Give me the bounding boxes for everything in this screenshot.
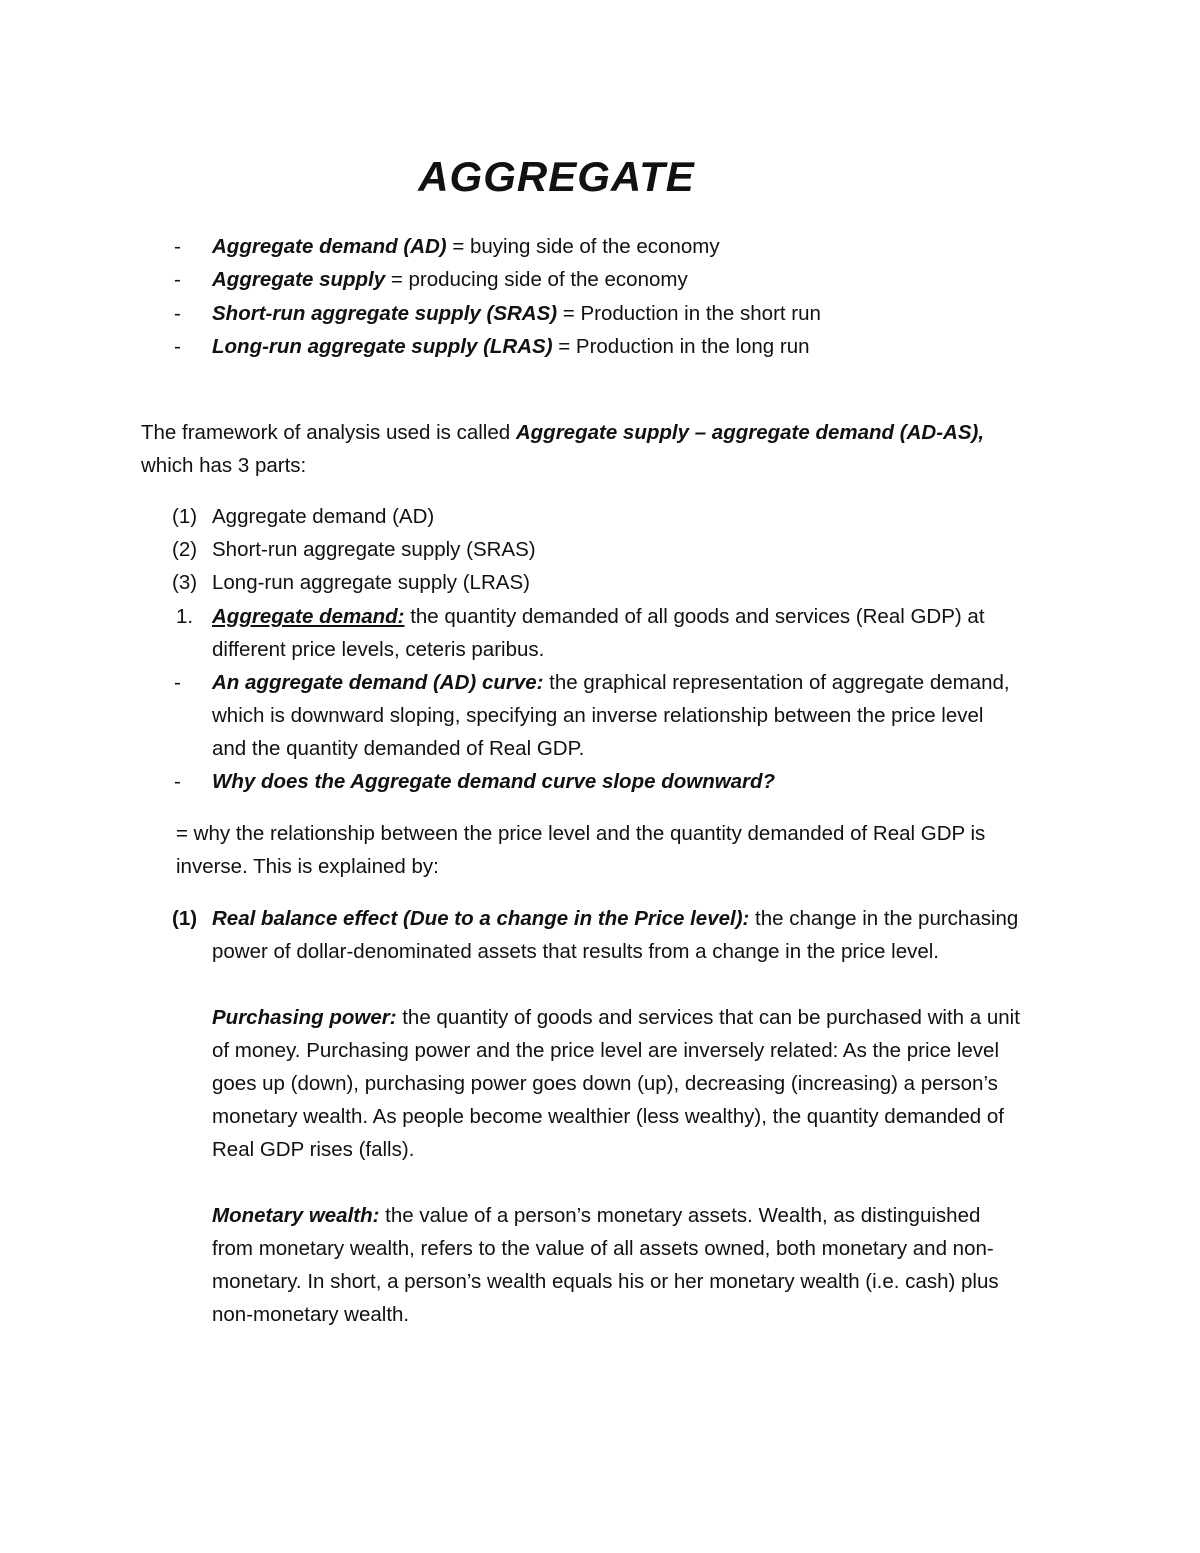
section-marker: 1.: [176, 605, 194, 628]
definition-text: = Production in the short run: [557, 302, 821, 325]
monetary-wealth-line-4: non-monetary wealth.: [212, 1303, 410, 1326]
definition-item: [212, 230, 720, 263]
definition-text: = Production in the long run: [552, 335, 810, 358]
purchasing-power-line-3: goes up (down), purchasing power goes down (up), decreasing (increasing) a person’s: [212, 1072, 998, 1095]
effect-line-2: power of dollar-denominated assets that results from a change in the price level.: [212, 940, 939, 963]
answer-line: = why the relationship between the price level and the quantity demanded of Real GDP is: [176, 822, 986, 845]
effect-text: the change in the purchasing: [749, 907, 1019, 930]
purchasing-power-text: the quantity of goods and services that can be purchased with a unit: [396, 1006, 1020, 1029]
purchasing-power-line-4: monetary wealth. As people become wealthier (less wealthy), the quantity demanded of: [212, 1105, 1004, 1128]
definition-item: [212, 297, 821, 330]
part-marker: (1): [172, 505, 198, 528]
why-question: Why does the Aggregate demand curve slope downward?: [212, 770, 776, 793]
section-term: Aggregate demand:: [212, 605, 405, 628]
part-marker: (2): [172, 538, 198, 561]
framework-prefix: The framework of analysis used is called: [141, 421, 516, 444]
ad-curve-line: [212, 666, 1010, 699]
definition-text: = buying side of the economy: [446, 235, 720, 258]
part-item: Aggregate demand (AD): [212, 505, 435, 528]
section-line: [212, 600, 985, 633]
part-item: Long-run aggregate supply (LRAS): [212, 571, 530, 594]
purchasing-power-term: Purchasing power:: [212, 1006, 397, 1029]
bullet-dash: -: [174, 770, 181, 793]
bullet-dash: -: [174, 235, 181, 258]
purchasing-power-line: [212, 1001, 1020, 1034]
monetary-wealth-text: the value of a person’s monetary assets. Wealth, as distinguished: [379, 1204, 981, 1227]
definition-text: = producing side of the economy: [385, 268, 688, 291]
effect-line: [212, 902, 1018, 935]
definition-term: Aggregate supply: [212, 268, 386, 291]
purchasing-power-line-2: of money. Purchasing power and the price level are inversely related: As the price level: [212, 1039, 1000, 1062]
ad-curve-line-2: which is downward sloping, specifying an inverse relationship between the price level: [212, 704, 984, 727]
ad-curve-text: the graphical representation of aggregate demand,: [543, 671, 1010, 694]
monetary-wealth-line-2: from monetary wealth, refers to the value of all assets owned, both monetary and non-: [212, 1237, 994, 1260]
bullet-dash: -: [174, 335, 181, 358]
page-title: AGGREGATE: [418, 153, 695, 200]
purchasing-power-line-5: Real GDP rises (falls).: [212, 1138, 415, 1161]
effect-marker: (1): [172, 907, 198, 930]
section-line-2: different price levels, ceteris paribus.: [212, 638, 545, 661]
monetary-wealth-line-3: monetary. In short, a person’s wealth equals his or her monetary wealth (i.e. cash) plus: [212, 1270, 999, 1293]
part-marker: (3): [172, 571, 198, 594]
monetary-wealth-term: Monetary wealth:: [212, 1204, 380, 1227]
section-text: the quantity demanded of all goods and services (Real GDP) at: [404, 605, 985, 628]
definition-term: Long-run aggregate supply (LRAS): [212, 335, 553, 358]
definition-item: [212, 263, 688, 296]
bullet-dash: -: [174, 268, 181, 291]
definition-term: Aggregate demand (AD): [212, 235, 447, 258]
ad-curve-line-3: and the quantity demanded of Real GDP.: [212, 737, 585, 760]
framework-line: [141, 416, 984, 449]
definition-term: Short-run aggregate supply (SRAS): [212, 302, 558, 325]
bullet-dash: -: [174, 302, 181, 325]
part-item: Short-run aggregate supply (SRAS): [212, 538, 536, 561]
monetary-wealth-line: [212, 1199, 980, 1232]
effect-term: Real balance effect (Due to a change in the Price level):: [212, 907, 750, 930]
bullet-dash: -: [174, 671, 181, 694]
framework-line-2: which has 3 parts:: [141, 454, 307, 477]
definition-item: [212, 330, 810, 363]
answer-line-2: inverse. This is explained by:: [176, 855, 439, 878]
framework-term: Aggregate supply – aggregate demand (AD-AS),: [515, 421, 985, 444]
ad-curve-term: An aggregate demand (AD) curve:: [212, 671, 544, 694]
